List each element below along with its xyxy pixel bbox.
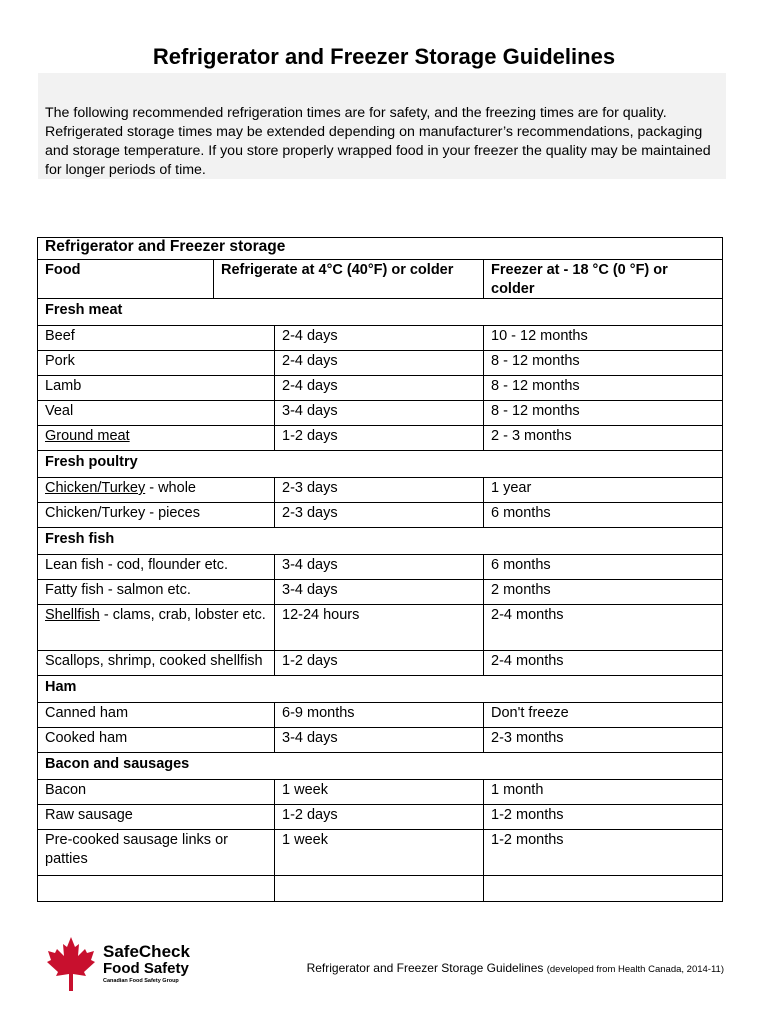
footer-text: Refrigerator and Freezer Storage Guidelines [306,961,544,975]
food-cell [38,555,275,580]
fridge-time: 1 week [275,780,484,805]
freezer-time: 8 - 12 months [484,376,723,401]
section-row [38,528,723,555]
freezer-time: 8 - 12 months [484,351,723,376]
fridge-time: 2-4 days [275,376,484,401]
food-cell [38,376,275,401]
table-row [38,351,723,376]
header-freezer: Freezer at - 18 °C (0 °F) or colder [484,260,723,299]
maple-leaf-icon [47,937,95,991]
food-name: Bacon [45,782,87,798]
food-cell [38,805,275,830]
food-cell [38,830,275,876]
food-link[interactable]: Ground meat [45,428,130,444]
freezer-time: 2-4 months [484,605,723,651]
table-row [38,580,723,605]
empty-row [38,876,723,902]
fridge-time: 2-4 days [275,326,484,351]
table-row [38,780,723,805]
food-cell [38,326,275,351]
fridge-time: 12-24 hours [275,605,484,651]
safecheck-logo [45,935,205,995]
section-row [38,753,723,780]
food-name: Chicken/Turkey - pieces [45,505,200,521]
storage-table [37,237,723,902]
table-row [38,651,723,676]
empty-cell [275,876,484,902]
table-row [38,605,723,651]
section-heading: Ham [38,676,723,703]
fridge-time: 3-4 days [275,728,484,753]
freezer-time: 1 year [484,478,723,503]
freezer-time: 2-4 months [484,651,723,676]
food-cell [38,703,275,728]
freezer-time: 1-2 months [484,830,723,876]
intro-paragraph: The following recommended refrigeration times are for safety, and the freezing times are for quality. Refrigerated storage times may be extended depending on manufacturer’s recommendations, packaging and storage temperature. If you store properly wrapped food in your freezer the quality may be maintained for longer periods of time. [38,73,726,179]
header-fridge: Refrigerate at 4°C (40°F) or colder [214,260,484,299]
section-row [38,299,723,326]
fridge-time: 1-2 days [275,805,484,830]
food-name: Beef [45,328,75,344]
food-name: Lean fish - cod, flounder etc. [45,557,228,573]
freezer-time: 2 months [484,580,723,605]
food-name: Pork [45,353,75,369]
table-row [38,805,723,830]
food-cell [38,503,275,528]
freezer-time: 1 month [484,780,723,805]
table-row [38,555,723,580]
section-heading: Fresh fish [38,528,723,555]
freezer-time: 1-2 months [484,805,723,830]
table-row [38,728,723,753]
fridge-time: 1-2 days [275,426,484,451]
food-cell [38,651,275,676]
food-cell [38,605,275,651]
table-row [38,703,723,728]
footer-source: (developed from Health Canada, 2014-11) [546,964,724,975]
table-row [38,376,723,401]
food-cell [38,728,275,753]
food-cell [38,580,275,605]
food-cell [38,351,275,376]
logo-line2: Food Safety [103,960,189,977]
section-heading: Fresh meat [38,299,723,326]
header-food: Food [38,260,214,299]
food-name: Pre-cooked sausage links or patties [45,832,228,867]
food-cell [38,478,275,503]
food-name: Raw sausage [45,807,133,823]
section-row [38,676,723,703]
food-name: Lamb [45,378,82,394]
fridge-time: 2-3 days [275,503,484,528]
section-row [38,451,723,478]
logo-tagline: Canadian Food Safety Group [103,978,179,984]
fridge-time: 2-3 days [275,478,484,503]
food-name: Cooked ham [45,730,128,746]
freezer-time: 8 - 12 months [484,401,723,426]
freezer-time: 10 - 12 months [484,326,723,351]
page-title: Refrigerator and Freezer Storage Guidelines [152,44,616,69]
section-heading: Bacon and sausages [38,753,723,780]
footer [307,961,724,975]
freezer-time: 2-3 months [484,728,723,753]
fridge-time: 1-2 days [275,651,484,676]
food-cell [38,426,275,451]
freezer-time: 2 - 3 months [484,426,723,451]
table-row [38,326,723,351]
food-name: Veal [45,403,74,419]
empty-cell [484,876,723,902]
section-heading: Fresh poultry [38,451,723,478]
table-row [38,478,723,503]
freezer-time: Don't freeze [484,703,723,728]
freezer-time: 6 months [484,555,723,580]
table-row [38,830,723,876]
fridge-time: 1 week [275,830,484,876]
food-link[interactable]: Chicken/Turkey [45,480,146,496]
fridge-time: 6-9 months [275,703,484,728]
fridge-time: 3-4 days [275,401,484,426]
fridge-time: 2-4 days [275,351,484,376]
food-name: - whole [145,480,196,496]
logo-line1: SafeCheck [103,942,190,961]
fridge-time: 3-4 days [275,580,484,605]
food-name: Fatty fish - salmon etc. [45,582,191,598]
food-name: Canned ham [45,705,129,721]
table-row [38,401,723,426]
fridge-time: 3-4 days [275,555,484,580]
freezer-time: 6 months [484,503,723,528]
table-row [38,503,723,528]
food-name: - clams, crab, lobster etc. [99,607,266,623]
food-cell [38,401,275,426]
empty-cell [38,876,275,902]
table-caption: Refrigerator and Freezer storage [38,238,723,260]
food-cell [38,780,275,805]
food-name: Scallops, shrimp, cooked shellfish [45,653,263,669]
table-row [38,426,723,451]
food-link[interactable]: Shellfish [45,607,100,623]
